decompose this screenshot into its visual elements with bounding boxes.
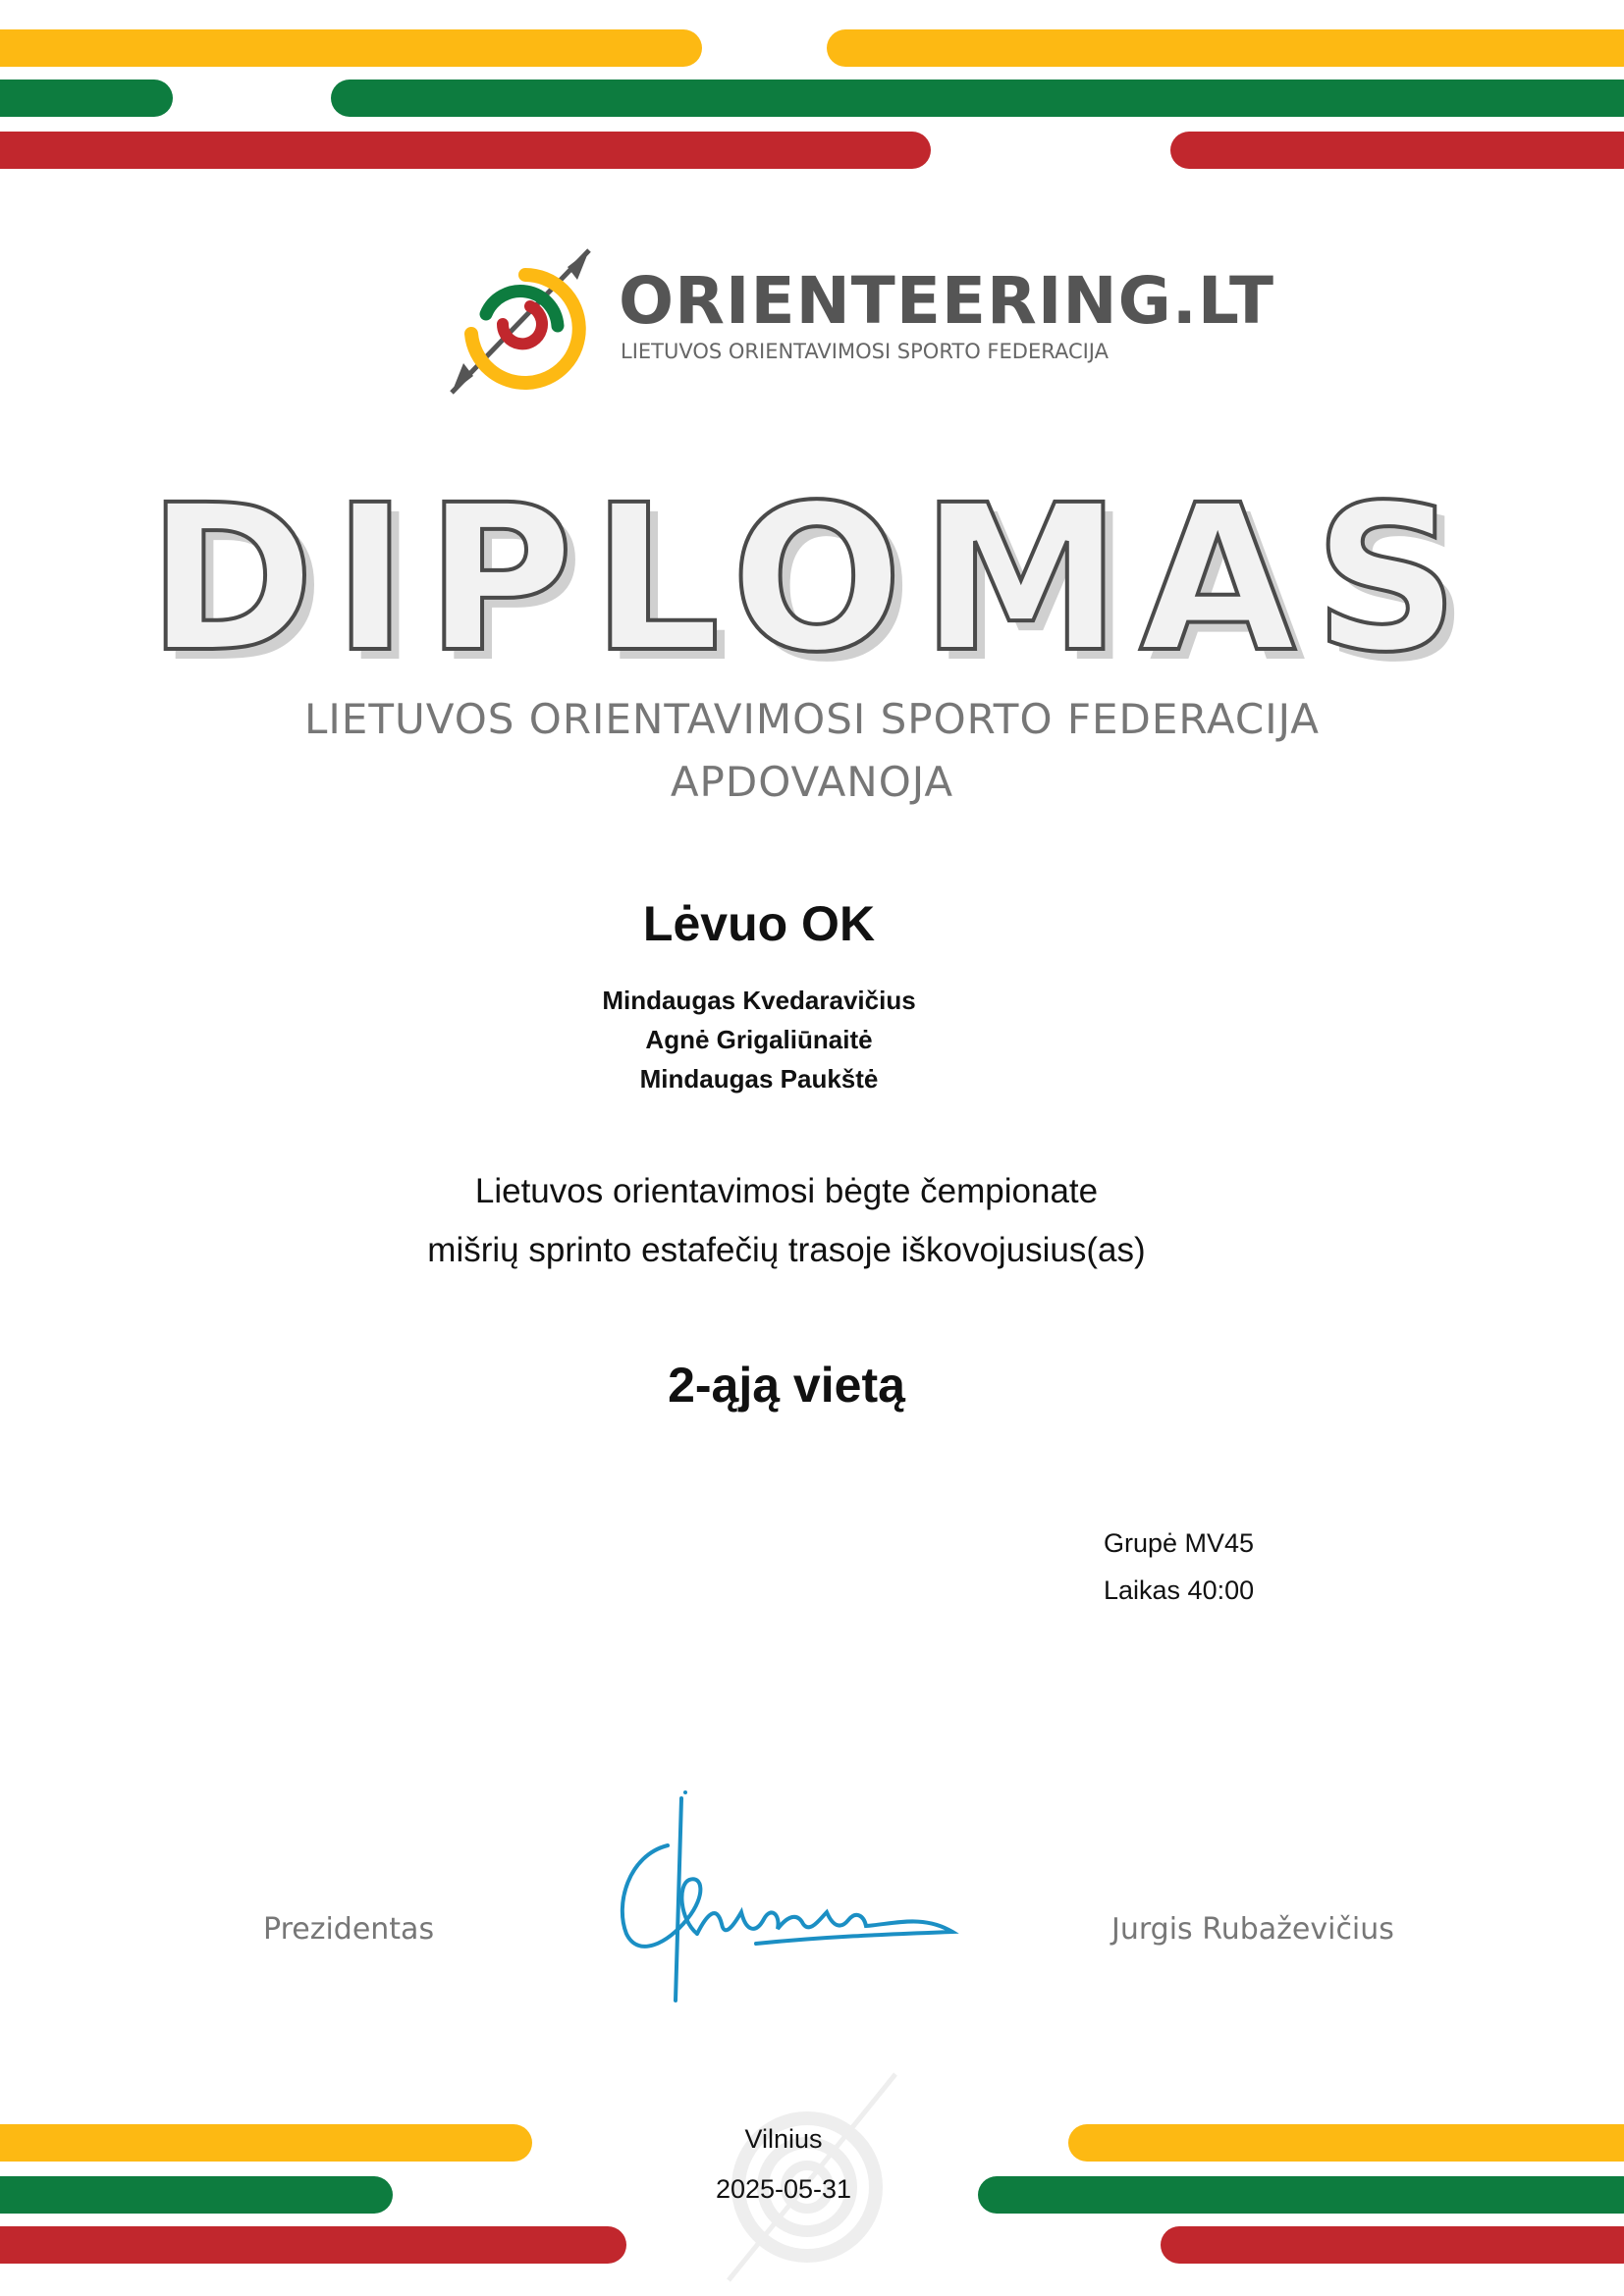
- bottom-red-bar-left: [0, 2226, 626, 2264]
- group: Grupė MV45: [1104, 1528, 1255, 1558]
- top-green-bar-right: [331, 80, 1624, 117]
- federation-line-1: LIETUVOS ORIENTAVIMOSI SPORTO FEDERACIJA: [304, 695, 1320, 743]
- member-1: Mindaugas Kvedaravičius: [602, 986, 916, 1015]
- event-line-2: mišrių sprinto estafečių trasoje iškovojusius(as): [427, 1231, 1146, 1269]
- diploma-title: DIPLOMAS: [146, 461, 1478, 697]
- team-name: Lėvuo OK: [642, 896, 876, 951]
- signature-image: [609, 1787, 962, 2022]
- signature-role: Prezidentas: [263, 1912, 435, 1947]
- footer-city: Vilnius: [744, 2124, 823, 2154]
- member-2: Agnė Grigaliūnaitė: [645, 1025, 873, 1054]
- compass-icon: [442, 245, 599, 402]
- bottom-red-bar-right: [1161, 2226, 1624, 2264]
- top-yellow-bar-right: [827, 29, 1624, 67]
- top-red-bar-right: [1170, 132, 1624, 169]
- logo-brand: ORIENTEERING.LT: [619, 263, 1275, 339]
- top-green-bar-left: [0, 80, 173, 117]
- place: 2-ąją vietą: [668, 1358, 905, 1413]
- signature-name: Jurgis Rubaževičius: [1111, 1912, 1394, 1947]
- top-yellow-bar-left: [0, 29, 702, 67]
- member-3: Mindaugas Paukštė: [639, 1064, 879, 1094]
- footer-date: 2025-05-31: [715, 2174, 852, 2204]
- top-red-bar-left: [0, 132, 931, 169]
- logo: [442, 245, 1275, 402]
- logo-subtitle: LIETUVOS ORIENTAVIMOSI SPORTO FEDERACIJA: [621, 340, 1109, 363]
- time: Laikas 40:00: [1104, 1575, 1255, 1605]
- federation-line-2: APDOVANOJA: [670, 758, 954, 806]
- event-line-1: Lietuvos orientavimosi bėgte čempionate: [474, 1172, 1099, 1210]
